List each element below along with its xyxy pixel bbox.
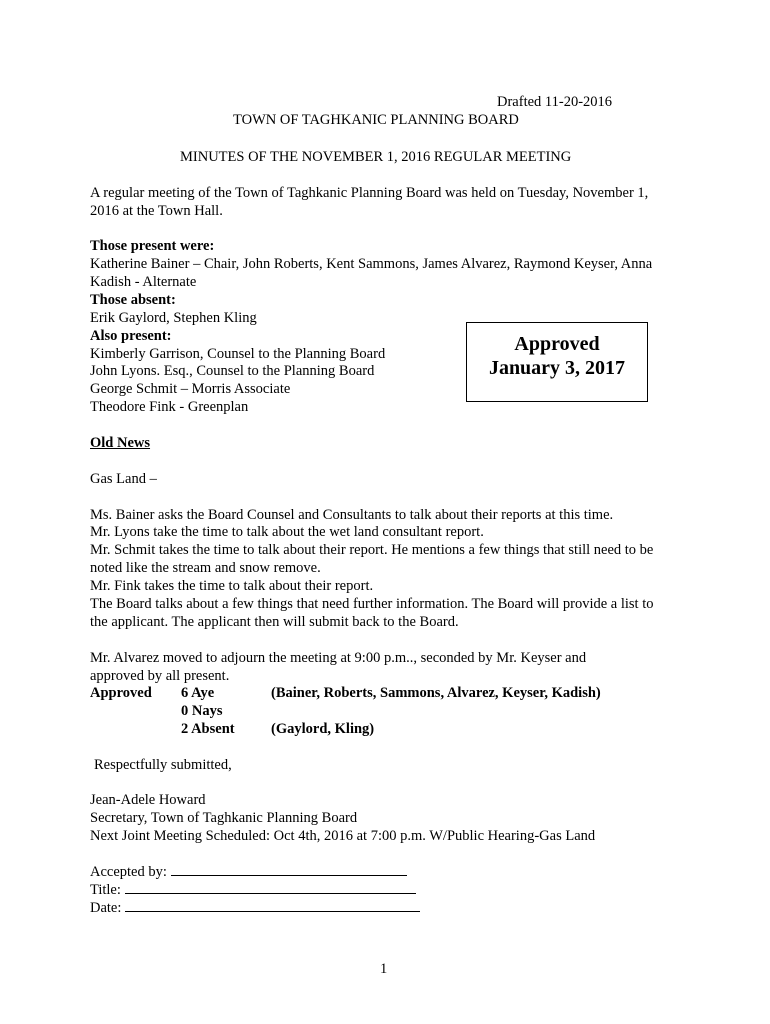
topic-label: Gas Land – (90, 471, 157, 487)
minutes-line: Mr. Schmit takes the time to talk about their report. He mentions a few things that still need to be (90, 542, 654, 558)
title-row (90, 880, 416, 899)
vote-aye-names: (Bainer, Roberts, Sammons, Alvarez, Keyser, Kadish) (271, 685, 601, 701)
minutes-line: Mr. Lyons take the time to talk about the wet land consultant report. (90, 524, 484, 540)
vote-aye: 6 Aye (181, 685, 215, 701)
also-present-item: Theodore Fink - Greenplan (90, 399, 249, 415)
accepted-by-line[interactable] (171, 862, 407, 876)
section-heading-old-news: Old News (90, 435, 151, 451)
present-list: Katherine Bainer – Chair, John Roberts, Kent Sammons, James Alvarez, Raymond Keyser, Anna (90, 256, 653, 272)
date-line[interactable] (125, 898, 420, 912)
intro-line: A regular meeting of the Town of Taghkanic Planning Board was held on Tuesday, November 1, (90, 185, 649, 201)
closing-phrase: Respectfully submitted, (94, 757, 232, 773)
motion-text: approved by all present. (90, 668, 230, 684)
date-row (90, 898, 420, 917)
accepted-by-row (90, 862, 407, 881)
vote-nays: 0 Nays (181, 703, 223, 719)
organization-title: TOWN OF TAGHKANIC PLANNING BOARD (233, 112, 519, 128)
also-present-item: Kimberly Garrison, Counsel to the Planning Board (90, 346, 386, 362)
absent-heading: Those absent: (90, 292, 176, 308)
minutes-line: Ms. Bainer asks the Board Counsel and Consultants to talk about their reports at this time. (90, 507, 614, 523)
accepted-by-label: Accepted by: (90, 864, 167, 880)
intro-line: 2016 at the Town Hall. (90, 203, 223, 219)
stamp-date: January 3, 2017 (488, 357, 626, 379)
vote-absent-names: (Gaylord, Kling) (271, 721, 375, 737)
vote-absent: 2 Absent (181, 721, 235, 737)
minutes-line: noted like the stream and snow remove. (90, 560, 321, 576)
approved-stamp (466, 322, 648, 402)
page-number: 1 (380, 961, 388, 977)
present-heading: Those present were: (90, 238, 215, 254)
secretary-role: Secretary, Town of Taghkanic Planning Board (90, 810, 358, 826)
title-label: Title: (90, 882, 121, 898)
date-label: Date: (90, 900, 122, 916)
drafted-date: Drafted 11-20-2016 (497, 94, 613, 110)
vote-label: Approved (90, 685, 152, 701)
motion-text: Mr. Alvarez moved to adjourn the meeting at 9:00 p.m.., seconded by Mr. Keyser and (90, 650, 587, 666)
also-present-item: John Lyons. Esq., Counsel to the Planning Board (90, 363, 375, 379)
secretary-name: Jean-Adele Howard (90, 792, 206, 808)
minutes-line: The Board talks about a few things that need further information. The Board will provide a list to (90, 596, 654, 612)
stamp-label: Approved (514, 333, 600, 355)
also-present-item: George Schmit – Morris Associate (90, 381, 291, 397)
next-meeting: Next Joint Meeting Scheduled: Oct 4th, 2016 at 7:00 p.m. W/Public Hearing-Gas Land (90, 828, 596, 844)
minutes-line: Mr. Fink takes the time to talk about their report. (90, 578, 374, 594)
present-list: Kadish - Alternate (90, 274, 197, 290)
absent-list: Erik Gaylord, Stephen Kling (90, 310, 257, 326)
title-line[interactable] (125, 880, 416, 894)
also-present-heading: Also present: (90, 328, 172, 344)
minutes-line: the applicant. The applicant then will submit back to the Board. (90, 614, 459, 630)
document-title: MINUTES OF THE NOVEMBER 1, 2016 REGULAR MEETING (180, 149, 572, 165)
